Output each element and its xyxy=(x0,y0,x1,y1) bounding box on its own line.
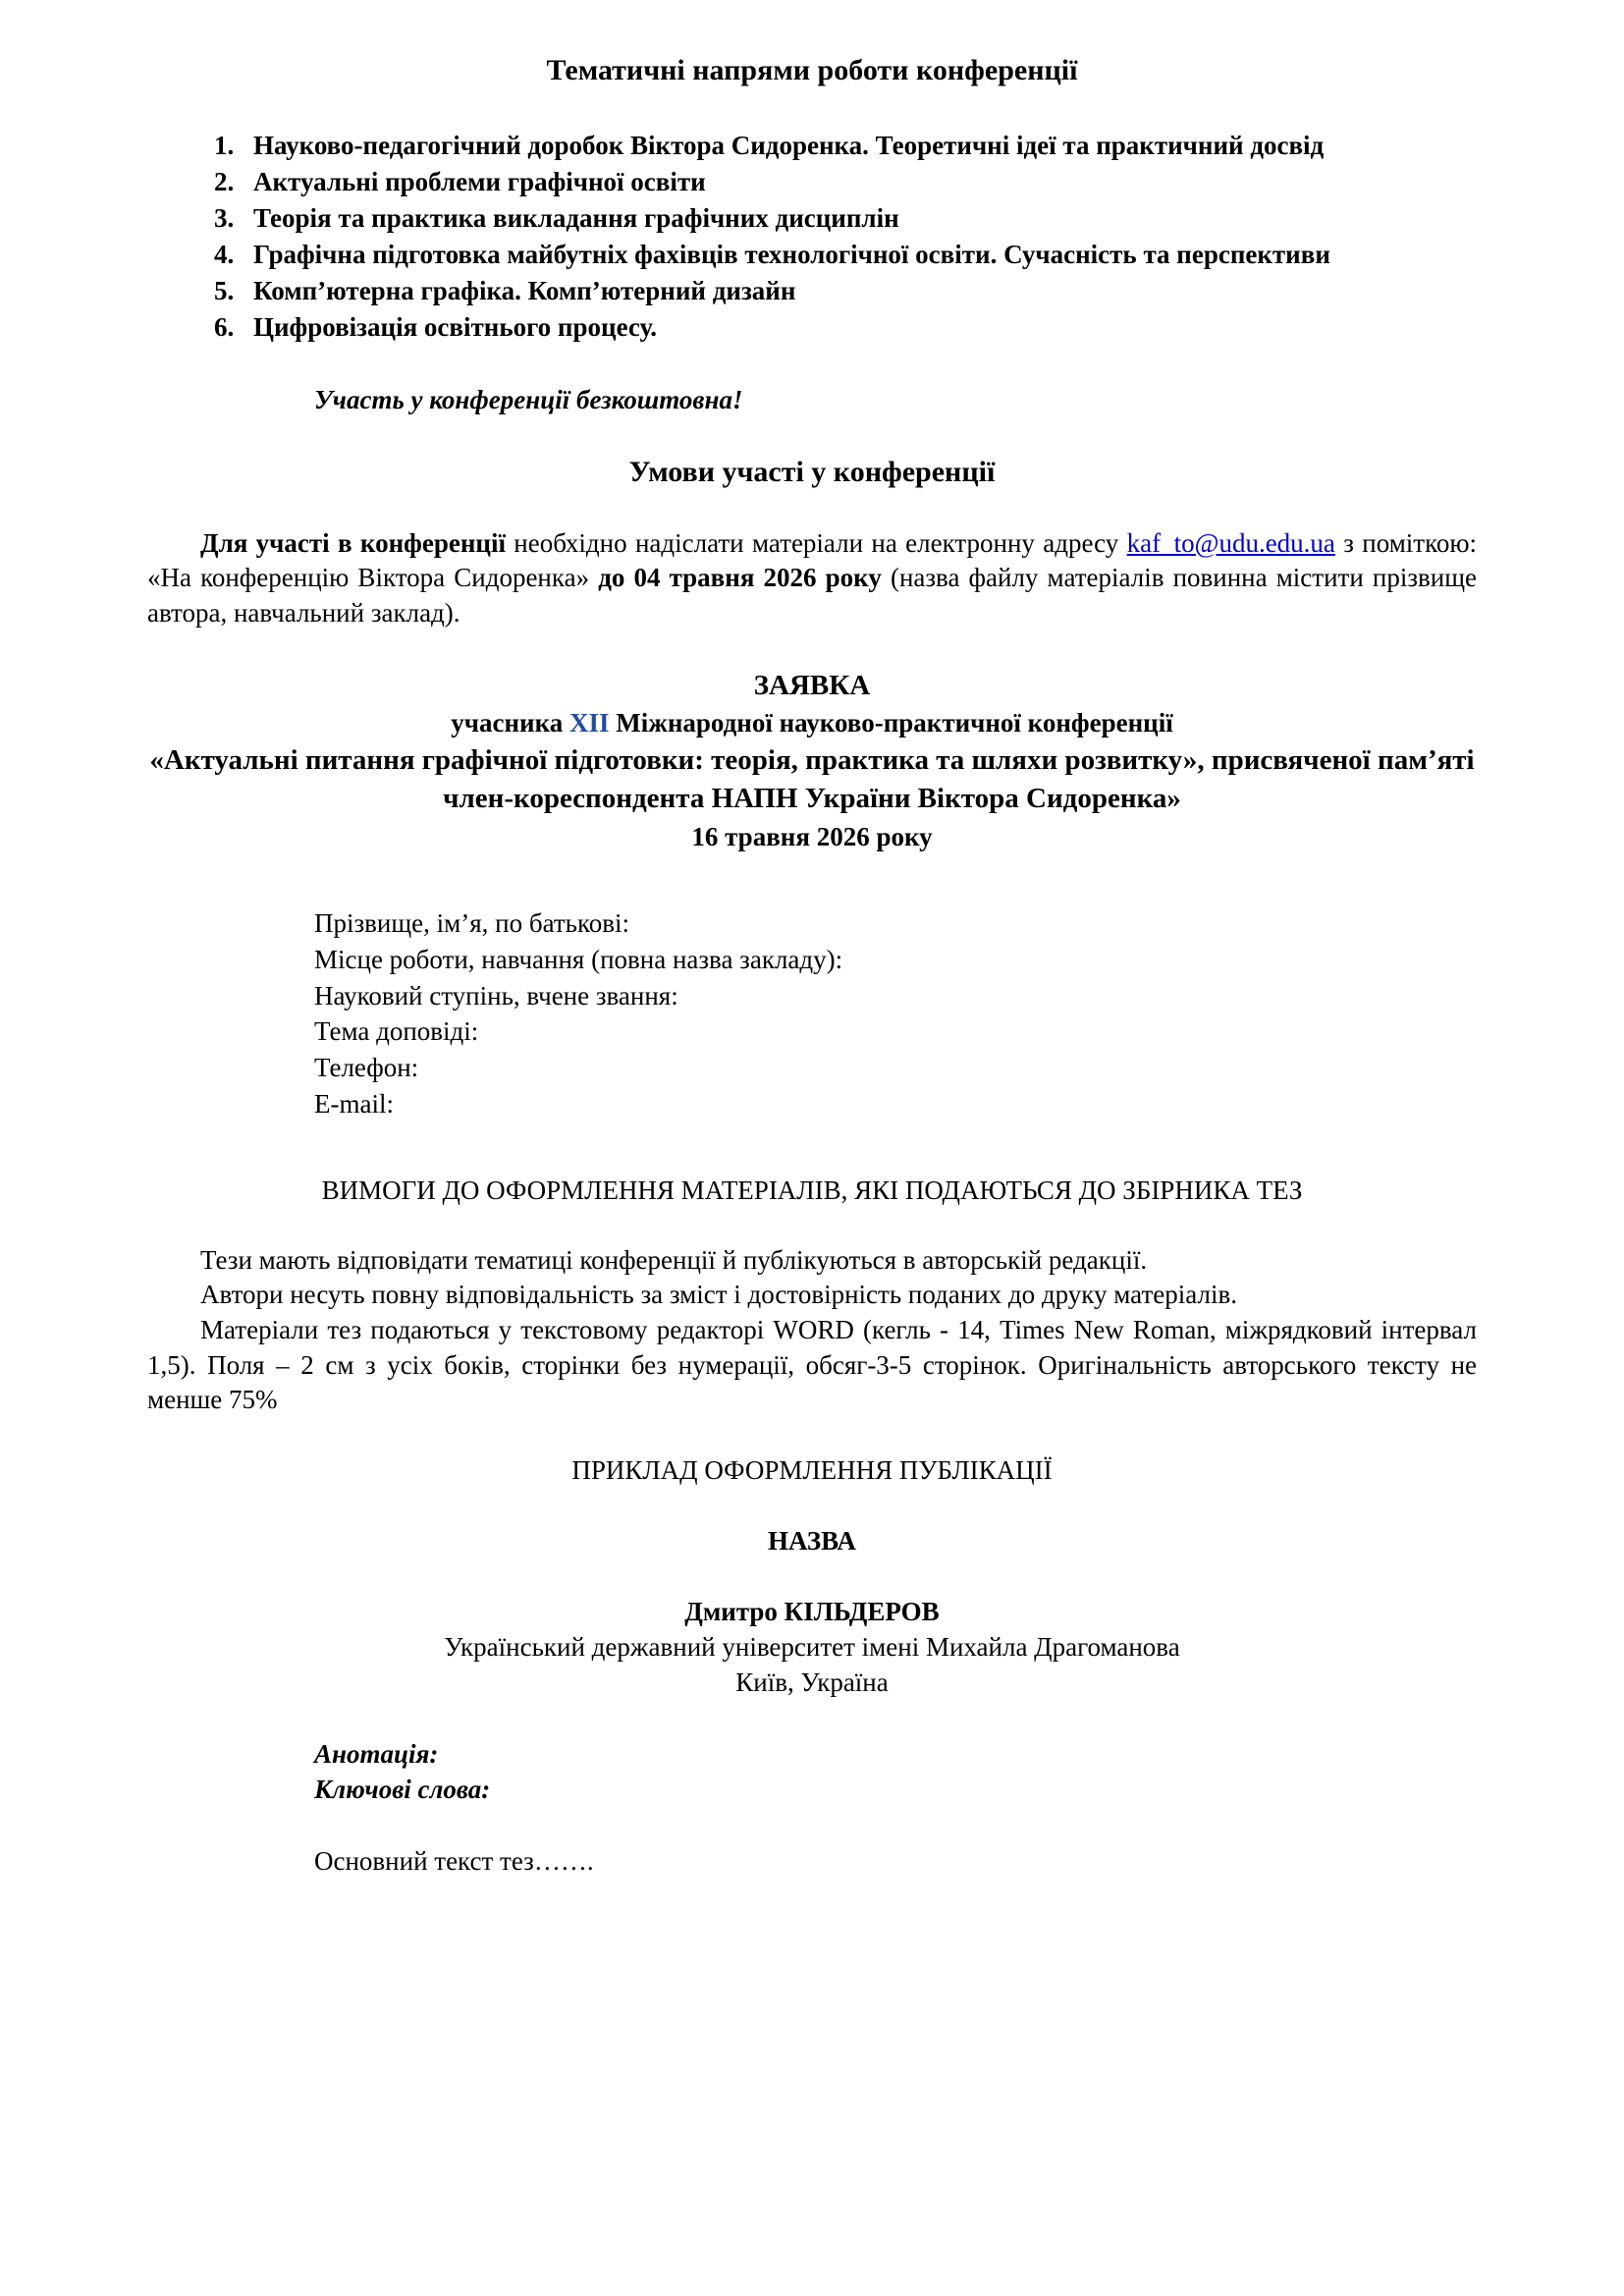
keywords-label: Ключові слова: xyxy=(314,1775,491,1805)
requirements-paragraph-2: Автори несуть повну відповідальність за зміст і достовірність поданих до друку матеріалів. xyxy=(200,1280,1237,1310)
list-item: Теорія та практика викладання графічних дисциплін xyxy=(253,203,899,234)
field-label-workplace: Місце роботи, навчання (повна назва закладу): xyxy=(314,945,843,974)
example-author: Дмитро КІЛЬДЕРОВ xyxy=(684,1597,940,1627)
free-participation-note: Участь у конференції безкоштовна! xyxy=(314,384,743,414)
conditions-after-email: з поміткою: «На конференцію Віктора Сидоренка» xyxy=(147,527,1478,593)
list-item: Графічна підготовка майбутніх фахівців технологічної освіти. Сучасність та перспективи xyxy=(253,240,1330,270)
list-item: Науково-педагогічний доробок Віктора Сидоренка. Теоретичні ідеї та практичний досвід xyxy=(253,131,1325,160)
application-suffix: Міжнародної науково-практичної конференції xyxy=(609,707,1173,738)
field-label-email: E-mail: xyxy=(314,1088,394,1119)
list-item: Комп’ютерна графіка. Комп’ютерний дизайн xyxy=(253,276,796,306)
example-body-text: Основний текст тез……. xyxy=(314,1846,594,1877)
email-link[interactable]: kaf_to@udu.edu.ua xyxy=(1126,527,1335,558)
conditions-heading: Умови участі у конференції xyxy=(628,455,996,488)
field-label-degree: Науковий ступінь, вчене звання: xyxy=(314,980,678,1011)
example-affiliation: Український державний університет імені Михайла Драгоманова xyxy=(444,1632,1180,1663)
conditions-paragraph xyxy=(147,526,1477,631)
application-heading: ЗАЯВКА xyxy=(753,669,871,701)
example-heading: ПРИКЛАД ОФОРМЛЕННЯ ПУБЛІКАЦІЇ xyxy=(571,1454,1053,1485)
conference-date: 16 травня 2026 року xyxy=(691,821,933,851)
requirements-heading: ВИМОГИ ДО ОФОРМЛЕННЯ МАТЕРІАЛІВ, ЯКІ ПОДАЮТЬСЯ ДО ЗБІРНИКА ТЕЗ xyxy=(321,1175,1303,1205)
requirements-paragraph-3: Матеріали тез подаються у текстовому редакторі WORD (кегль - 14, Times New Roman, міжрядковий інтервал 1,5). Поля – 2 см з усіх боків, сторінки без нумерації, обсяг-3-5 сторінок. Оригінальність авторського тексту не менше 75% xyxy=(147,1314,1477,1415)
abstract-label: Анотація: xyxy=(314,1738,439,1769)
conditions-lead-bold: Для участі в конференції xyxy=(200,527,506,558)
conditions-tail: (назва файлу матеріалів повинна містити прізвище автора, навчальний заклад). xyxy=(147,563,1477,628)
conditions-after-lead: необхідно надіслати матеріали на електронну адресу xyxy=(505,527,1127,558)
topics-list xyxy=(147,129,1477,346)
example-city: Київ, Україна xyxy=(735,1667,889,1698)
field-label-topic: Тема доповіді: xyxy=(314,1016,479,1047)
application-subtitle-line1 xyxy=(147,705,1477,741)
page-title: Тематичні напрями роботи конференції xyxy=(546,54,1078,86)
field-label-full-name: Прізвище, ім’я, по батькові: xyxy=(314,908,629,939)
conference-number: XII xyxy=(569,707,610,738)
list-item: Актуальні проблеми графічної освіти xyxy=(253,167,706,197)
list-item: Цифровізація освітнього процесу. xyxy=(253,312,658,343)
application-form-fields xyxy=(314,905,1477,1121)
field-label-phone: Телефон: xyxy=(314,1053,419,1083)
requirements-paragraph-1: Тези мають відповідати тематиці конференції й публікуються в авторській редакції. xyxy=(200,1244,1148,1275)
submission-deadline: до 04 травня 2026 року xyxy=(598,563,882,593)
example-paper-title: НАЗВА xyxy=(768,1525,856,1556)
application-prefix: учасника xyxy=(451,707,569,738)
conference-full-title: «Актуальні питання графічної підготовки: теорія, практика та шляхи розвитку», присвяченої пам’яті член-кореспондента НАПН України Віктора Сидоренка» xyxy=(149,743,1475,815)
